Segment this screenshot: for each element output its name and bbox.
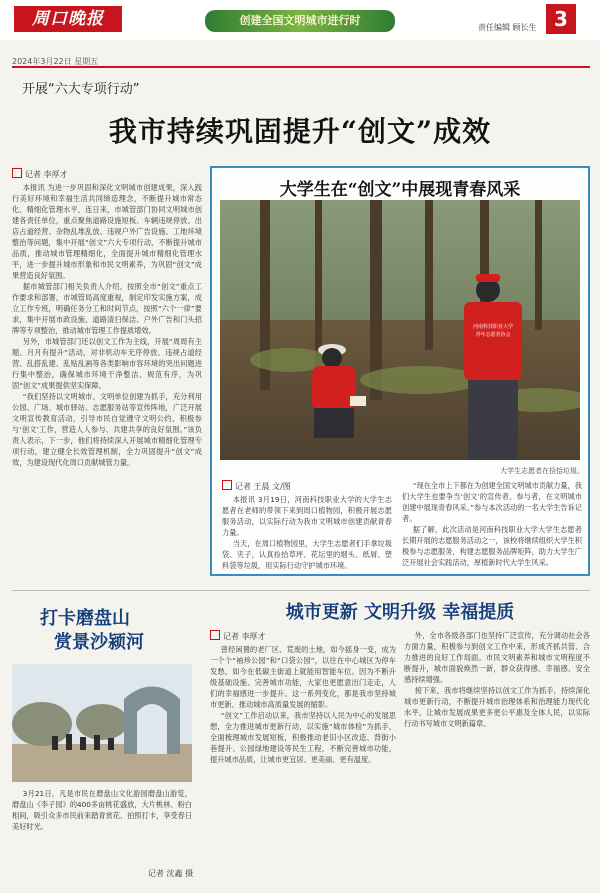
city-story-text-right bbox=[404, 630, 590, 882]
feature-paragraph: 当天，在周口植物园里，大学生志愿者们手拿垃圾袋、夹子，认真捡拾草坪、花坛里的烟头、纸屑、塑料袋等垃圾，用实际行动守护城市环境。 bbox=[222, 539, 392, 570]
vest-text-2: 青年志愿者协会 bbox=[475, 332, 511, 338]
city-story-paragraph: 外，全市各级各部门也坚持广泛宣传，充分调动社会各方面力量，积极参与到创文工作中来，形成齐抓共管、合力推进的良好工作局面。市民文明素养和城市文明程度不断提升，城市面貌焕然一新，群众获得感、幸福感、安全感持续增强。 bbox=[404, 631, 590, 684]
city-story-title: 城市更新 文明升级 幸福提质 bbox=[285, 602, 515, 623]
main-story-paragraph: “我们坚持以文明城市、文明单位创建为抓手，充分利用公园、广场、城市驿站、志愿服务站等宣传阵地，广泛开展文明宣传教育活动，引导市民自觉遵守文明公约，积极参与‘创文’工作，营造人人参与、共建共享的良好氛围。”该负责人表示，下一步，他们将持续深入开展城市精细化管理专项行动，建立健全长效管理机制，全力巩固提升“创文”成效，为建设现代化周口贡献城管力量。 bbox=[12, 392, 202, 467]
page-number: 3 bbox=[546, 4, 576, 34]
small-story-title-line1: 打卡磨盘山 bbox=[40, 608, 130, 629]
volunteers-photo bbox=[220, 200, 580, 460]
kicker: 开展“六大专项行动” bbox=[22, 82, 140, 97]
feature-paragraph: 本报讯 3月19日，河南科技职业大学的大学生志愿者在老师的带领下来到周口植物园，积极开展志愿服务活动，以实际行动为我市文明城市创建贡献青春力量。 bbox=[222, 495, 392, 537]
vest-text: 河南科技职业大学 bbox=[472, 324, 514, 330]
issue-date: 2024年3月22日 星期五 bbox=[12, 57, 99, 66]
feature-paragraph: 据了解，此次活动是河南科技职业大学大学生志愿者长期开展的志愿服务活动之一，该校将继续组织大学生积极参与志愿服务，构建志愿服务品牌矩阵，助力大学生广泛开展社会实践活动，厚植新时代大学生风采。 bbox=[402, 525, 582, 567]
feature-text-left bbox=[222, 494, 392, 570]
small-story-byline: 记者 沈鑫 摄 bbox=[148, 869, 194, 878]
section-banner: 创建全国文明城市进行时 bbox=[205, 10, 395, 32]
mopan-mountain-photo bbox=[12, 664, 192, 782]
small-story-title-line2: 赏景沙颍河 bbox=[54, 632, 144, 653]
feature-photo-caption: 大学生志愿者在捡拾垃圾。 bbox=[500, 467, 584, 475]
feature-text-right bbox=[402, 480, 582, 570]
feature-title: 大学生在“创文”中展现青春风采 bbox=[279, 180, 521, 200]
city-story-byline: 记者 李厚才 bbox=[210, 630, 266, 642]
main-story-paragraph: 另外，市城管部门还以创文工作为主线，开展“周周有主题、月月有提升”活动，对非机动车无序停放、违规占道经营、乱搭乱建、乱贴乱画等各类影响市容环境的突出问题进行集中整治，确保城市环境干净整洁、规范有序，为巩固“创文”成果提供坚实保障。 bbox=[12, 337, 202, 390]
header-rule bbox=[12, 66, 590, 68]
main-story-byline: 记者 李厚才 bbox=[12, 168, 68, 180]
feature-paragraph: “现在全市上下都在为创建全国文明城市贡献力量，我们大学生也要争当‘创文’的宣传者、参与者，在文明城市创建中展现青春风采。”参与本次活动的一名大学生告诉记者。 bbox=[402, 481, 582, 523]
city-story-paragraph: “创文”工作启动以来，我市坚持以人民为中心的发展思想，全力推进城市更新行动，以实施“城市体检”为抓手，全面梳理城市发展短板，积极推动老旧小区改造、背街小巷提升、公园绿地建设等民生工程，不断完善城市功能，提升城市品质，让城市更宜居、更美丽、更有温度。 bbox=[210, 711, 396, 764]
mopan-mountain-illustration bbox=[12, 664, 192, 782]
city-story-paragraph: 接下来，我市将继续坚持以创文工作为抓手，持续深化城市更新行动，不断提升城市治理体系和治理能力现代化水平，让城市发展成果更多更公平惠及全体人民，以实际行动书写城市文明新篇章。 bbox=[404, 686, 590, 728]
newspaper-logo: 周口晚报 bbox=[14, 6, 122, 32]
city-story-text-left bbox=[210, 644, 396, 882]
main-story-text bbox=[12, 182, 202, 586]
editor-credit: 责任编辑 顾长生 bbox=[478, 23, 537, 32]
main-story-paragraph: 本报讯 为进一步巩固和深化文明城市创建成果，深入践行美好环境和幸福生活共同缔造理念，不断提升城市常态化、精细化管理水平，连日来，市城管部门协同文明城市创建各责任单位，重点聚焦道路设施短板、车辆违规停放、出店占道经营、杂物乱堆乱放、违规户外广告设施、工地环境整治等问题，集中开展“创文”六大专项行动，不断提升城市品质，推动城市管理精细化，全面提升城市精细化管理水平，进一步提升城市形象和市民文明素养，为巩固“创文”成果营造良好氛围。 bbox=[12, 183, 202, 280]
small-story-paragraph: 3月21日，凡是市民在磨盘山文化游园磨盘山游览，磨盘山《李子园》的400多亩桃花盛放，大片桃林、粉白相间，吸引众多市民前来踏青赏花、拍照打卡，享受春日美好时光。 bbox=[12, 789, 192, 831]
city-story-paragraph: 曾经闲置的老厂区、荒废的土地，如今摇身一变，成为一个个“袖珍公园”和“口袋公园”，以往在中心城区为停车发愁，如今在低碳主街道上就能用智能车位。因为不断升级基础设施、完善城市功能，大家也更愿意出门走走，人们的幸福感进一步提升。这一系列变化，都是我市坚持城市更新、推动城市高质量发展的缩影。 bbox=[210, 645, 396, 709]
feature-byline: 记者 王晨 文/图 bbox=[222, 480, 291, 492]
volunteers-photo-illustration bbox=[220, 200, 580, 460]
section-divider bbox=[12, 590, 590, 591]
small-story-text bbox=[12, 788, 192, 866]
page-headline: 我市持续巩固提升“创文”成效 bbox=[108, 115, 492, 148]
main-story-paragraph: 据市城管部门相关负责人介绍，按照全市“创文”重点工作要求和部署，市城管局高度重视，制定印发实施方案，成立工作专班，明确任务分工和时间节点，按照“六个一律”要求，集中开展市政设施、道路清扫保洁、户外广告和门头招牌等专项整治，推动城市管理工作提质增效。 bbox=[12, 282, 202, 335]
